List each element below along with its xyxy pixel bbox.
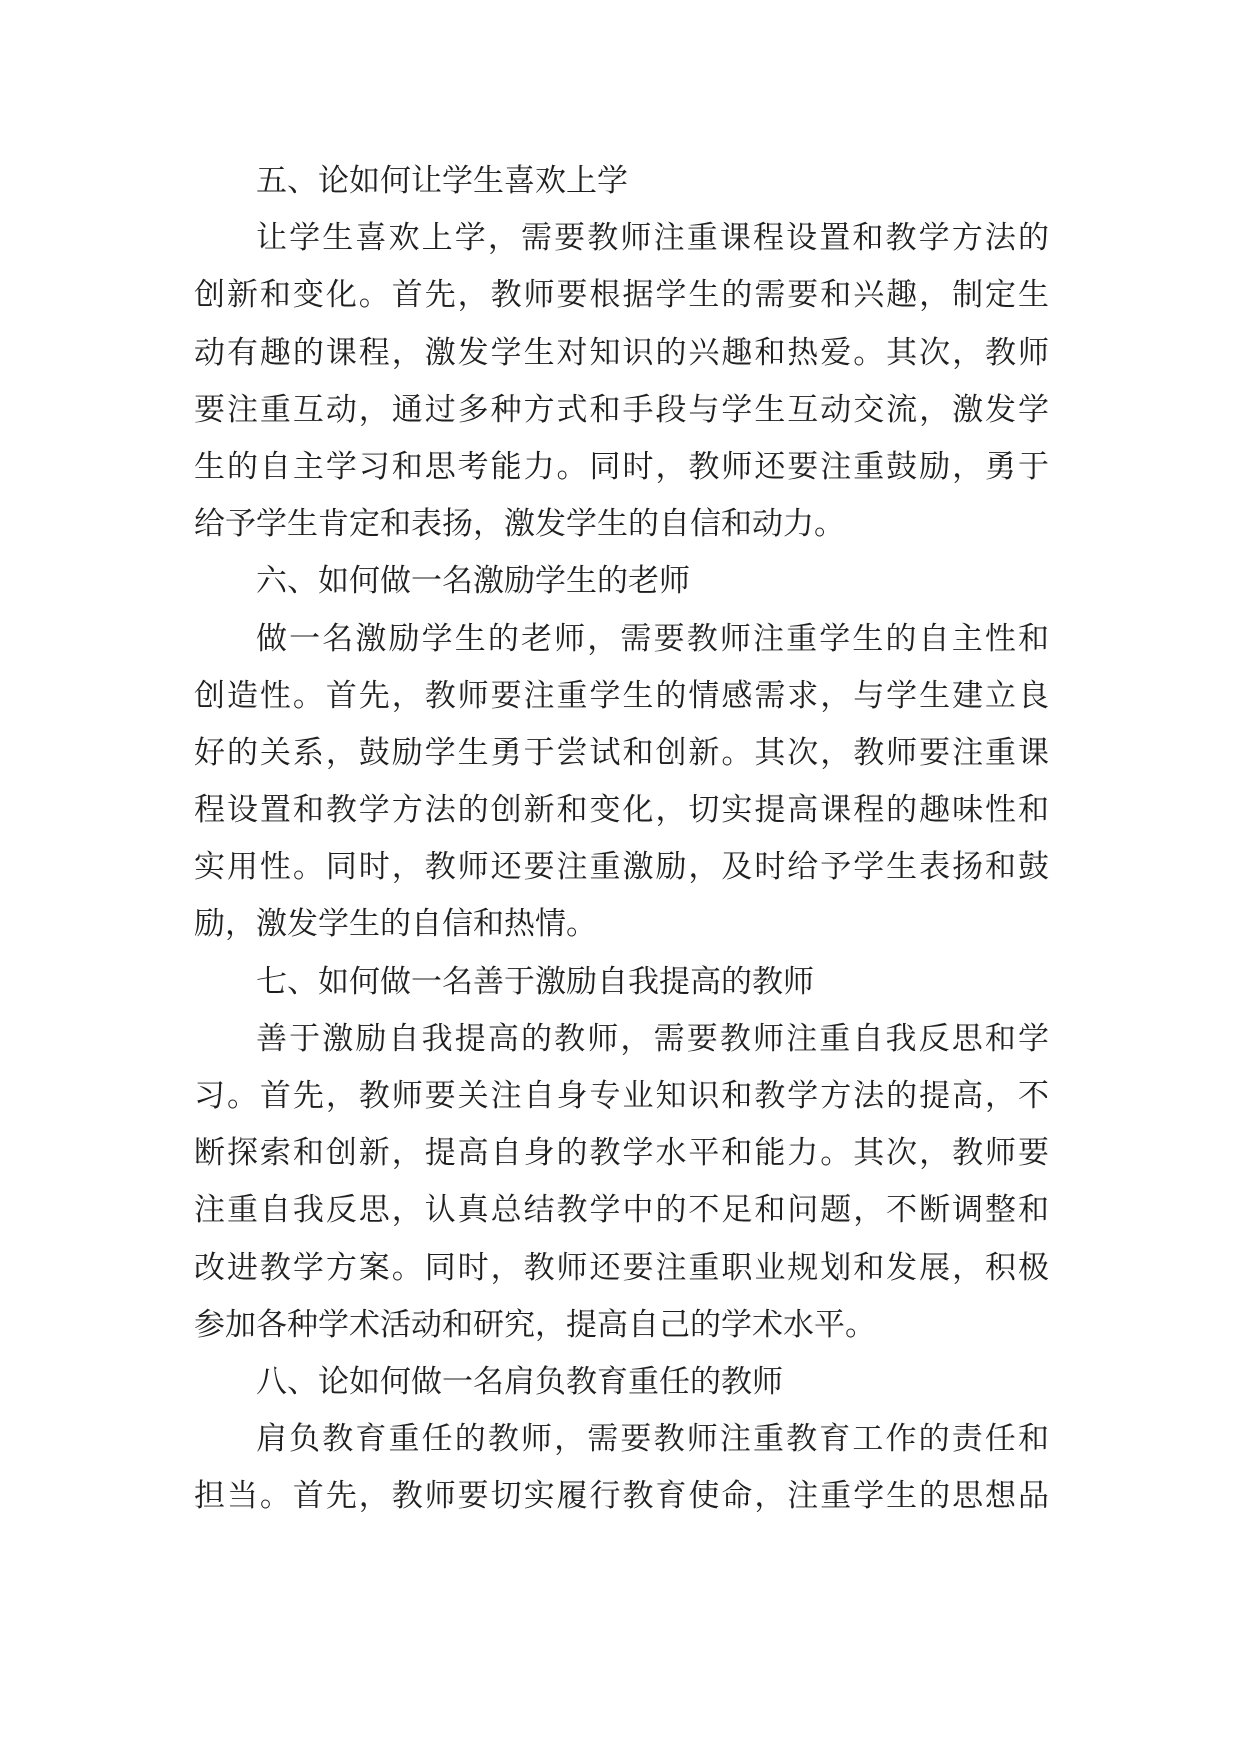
section-heading: 五、论如何让学生喜欢上学 <box>256 163 628 199</box>
paragraph-line: 实用性。同时，教师还要注重激励，及时给予学生表扬和鼓 <box>194 849 1049 886</box>
paragraph-line: 动有趣的课程，激发学生对知识的兴趣和热爱。其次，教师 <box>194 334 1049 371</box>
paragraph-line: 创造性。首先，教师要注重学生的情感需求，与学生建立良 <box>194 677 1049 714</box>
section-5 <box>194 153 1049 553</box>
paragraph-line: 担当。首先，教师要切实履行教育使命，注重学生的思想品 <box>194 1478 1049 1515</box>
paragraph-line: 让学生喜欢上学，需要教师注重课程设置和教学方法的 <box>256 220 1049 257</box>
paragraph-line: 参加各种学术活动和研究，提高自己的学术水平。 <box>194 1306 876 1343</box>
section-heading: 七、如何做一名善于激励自我提高的教师 <box>256 963 814 1000</box>
paragraph-line: 要注重互动，通过多种方式和手段与学生互动交流，激发学 <box>194 391 1049 428</box>
document-body <box>194 153 1049 1526</box>
paragraph-line: 给予学生肯定和表扬，激发学生的自信和动力。 <box>194 506 845 543</box>
section-7 <box>194 954 1049 1354</box>
paragraph-line: 励，激发学生的自信和热情。 <box>194 906 597 943</box>
paragraph-line: 断探索和创新，提高自身的教学水平和能力。其次，教师要 <box>194 1135 1049 1172</box>
section-heading: 六、如何做一名激励学生的老师 <box>256 563 690 600</box>
section-8 <box>194 1354 1049 1526</box>
paragraph-line: 生的自主学习和思考能力。同时，教师还要注重鼓励，勇于 <box>194 448 1049 485</box>
paragraph-line: 改进教学方案。同时，教师还要注重职业规划和发展，积极 <box>194 1249 1049 1286</box>
paragraph-line: 注重自我反思，认真总结教学中的不足和问题，不断调整和 <box>194 1192 1049 1229</box>
paragraph-line: 创新和变化。首先，教师要根据学生的需要和兴趣，制定生 <box>194 277 1049 314</box>
section-6 <box>194 553 1049 953</box>
paragraph-line: 习。首先，教师要关注自身专业知识和教学方法的提高，不 <box>194 1078 1049 1114</box>
paragraph-line: 肩负教育重任的教师，需要教师注重教育工作的责任和 <box>256 1421 1049 1458</box>
paragraph-line: 做一名激励学生的老师，需要教师注重学生的自主性和 <box>256 620 1049 657</box>
paragraph-line: 善于激励自我提高的教师，需要教师注重自我反思和学 <box>256 1020 1049 1057</box>
paragraph-line: 好的关系，鼓励学生勇于尝试和创新。其次，教师要注重课 <box>194 734 1049 771</box>
section-heading: 八、论如何做一名肩负教育重任的教师 <box>256 1363 783 1400</box>
paragraph-line: 程设置和教学方法的创新和变化，切实提高课程的趣味性和 <box>194 792 1049 829</box>
